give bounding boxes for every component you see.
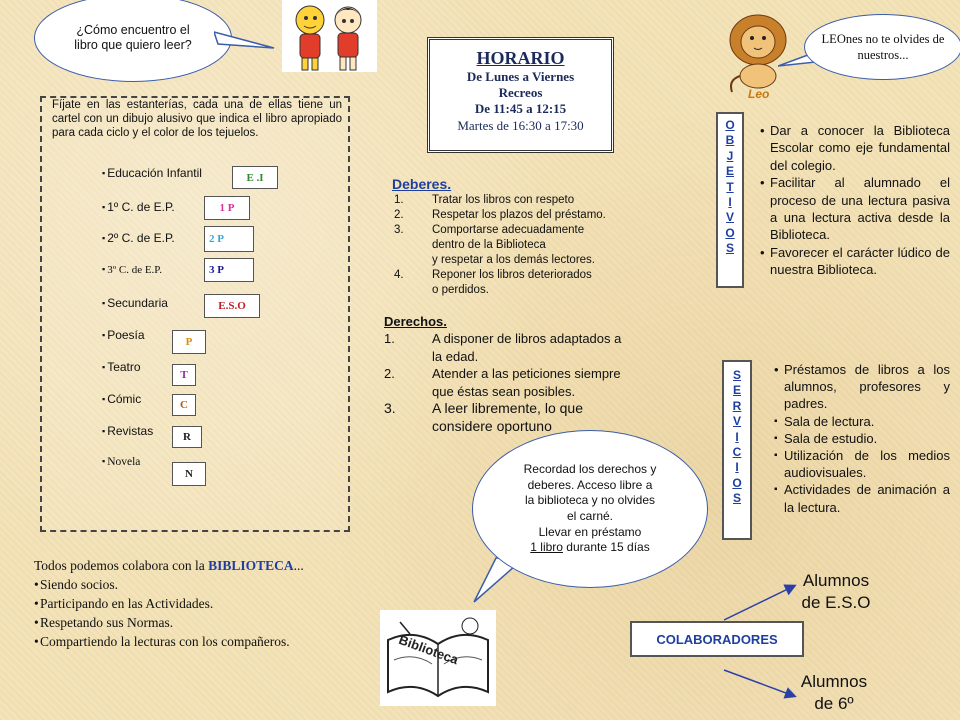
right-item: 3. A leer libremente, lo que considere oportuno: [384, 400, 583, 434]
kids-illustration: [282, 0, 377, 72]
schedule-tuesday: Martes de 16:30 a 17:30: [457, 118, 584, 133]
rights-section: [384, 314, 674, 435]
tag-poesia: P: [172, 330, 206, 354]
services-list: [774, 361, 950, 516]
library-book-logo-text: Biblioteca: [396, 632, 461, 668]
duty-item: 4. Reponer los libros deteriorados o perdidos.: [394, 269, 592, 296]
schedule-box: [427, 37, 614, 153]
service-item: ▪ Sala de estudio.: [774, 430, 950, 447]
collaborate-item: • Siendo socios.: [34, 575, 374, 594]
duties-title: Deberes.: [392, 176, 452, 192]
category-teatro: ▪ Teatro: [102, 360, 141, 374]
objectives-list: [760, 122, 950, 279]
collaborator-6: Alumnos de 6º: [800, 672, 868, 713]
duty-item: 2. Respetar los plazos del préstamo.: [394, 209, 606, 221]
schedule-break-time: De 11:45 a 12:15: [474, 101, 567, 116]
right-item: 1. A disponer de libros adaptados a la edad.: [384, 331, 622, 364]
tag-teatro: T: [172, 364, 196, 386]
service-item: • Préstamos de libros a los alumnos, profesores y padres.: [774, 361, 950, 413]
collaborate-section: [34, 556, 374, 651]
collaborators-label: COLABORADORES: [656, 631, 778, 647]
schedule-break: Recreos: [498, 85, 543, 100]
bubble-tail: [214, 28, 276, 50]
loan-limit: 1 libro: [530, 540, 563, 555]
question-bubble: [34, 0, 232, 82]
schedule-days: De Lunes a Viernes: [466, 69, 575, 84]
tag-3p: 3 P: [204, 258, 254, 282]
rights-title: Derechos.: [384, 314, 447, 329]
collaborator-eso: Alumnos de E.S.O: [801, 571, 871, 612]
question-bubble-text: ¿Cómo encuentro el libro que quiero leer?: [74, 23, 192, 52]
tag-2p: 2 P: [204, 226, 254, 252]
objective-item: • Favorecer el carácter lúdico de nuestra Biblioteca.: [760, 244, 950, 279]
services-label: S E R V I C I O S: [722, 360, 752, 540]
schedule-title: HORARIO: [476, 48, 565, 68]
lion-label: Leo: [748, 87, 770, 101]
duty-item: 1. Tratar los libros con respeto: [394, 194, 575, 206]
objective-item: • Dar a conocer la Biblioteca Escolar como eje fundamental del colegio.: [760, 122, 950, 174]
category-3p: ▪ 3º C. de E.P.: [102, 264, 162, 276]
tag-1p: 1 P: [204, 196, 250, 220]
tag-revistas: R: [172, 426, 202, 448]
collaborate-item: • Respetando sus Normas.: [34, 613, 374, 632]
collaborate-item: • Compartiendo la lecturas con los compañeros.: [34, 632, 374, 651]
category-secundaria: ▪ Secundaria: [102, 296, 168, 310]
duty-item: 3. Comportarse adecuadamente dentro de la Biblioteca y respetar a los demás lectores.: [394, 224, 595, 266]
tag-comic: C: [172, 394, 196, 416]
collaborate-intro: Todos podemos colabora con la BIBLIOTECA...: [34, 558, 304, 573]
tag-novela: N: [172, 462, 206, 486]
category-poesia: ▪ Poesía: [102, 328, 145, 342]
service-item: ▪ Sala de lectura.: [774, 413, 950, 430]
tag-eso: E.S.O: [204, 294, 260, 318]
category-novela: ▪ Novela: [102, 456, 140, 468]
right-item: 2. Atender a las peticiones siempre que éstas sean posibles.: [384, 366, 621, 399]
service-item: ▪ Actividades de animación a la lectura.: [774, 481, 950, 515]
reminder-bubble: Recordad los derechos y deberes. Acceso libre a la biblioteca y no olvides el carné. Llevar en préstamo 1 libro durante 15 días: [472, 430, 708, 588]
category-comic: ▪ Cómic: [102, 392, 141, 406]
category-infantil: ▪ Educación Infantil: [102, 166, 202, 180]
category-2p: ▪ 2º C. de E.P.: [102, 231, 175, 245]
shelves-intro: Fíjate en las estanterías, cada una de ellas tiene un cartel con un dibujo alusivo que indica el libro apropiado para cada ciclo y el color de los tejuelos.: [52, 99, 342, 139]
shelves-panel: [40, 96, 350, 532]
lion-bubble: [804, 14, 960, 80]
service-item: ▪ Utilización de los medios audiovisuales.: [774, 447, 950, 481]
collaborate-item: • Participando en las Actividades.: [34, 594, 374, 613]
category-revistas: ▪ Revistas: [102, 424, 153, 438]
objective-item: • Facilitar al alumnado el proceso de una lectura pasiva a una lectura activa desde la Biblioteca.: [760, 174, 950, 244]
category-1p: ▪ 1º C. de E.P.: [102, 200, 175, 214]
duties-section: [384, 176, 654, 298]
objectives-label: O B J E T I V O S: [716, 112, 744, 288]
lion-bubble-text: LEOnes no te olvides de nuestros...: [821, 32, 945, 62]
tag-infantil: E .I: [232, 166, 278, 189]
